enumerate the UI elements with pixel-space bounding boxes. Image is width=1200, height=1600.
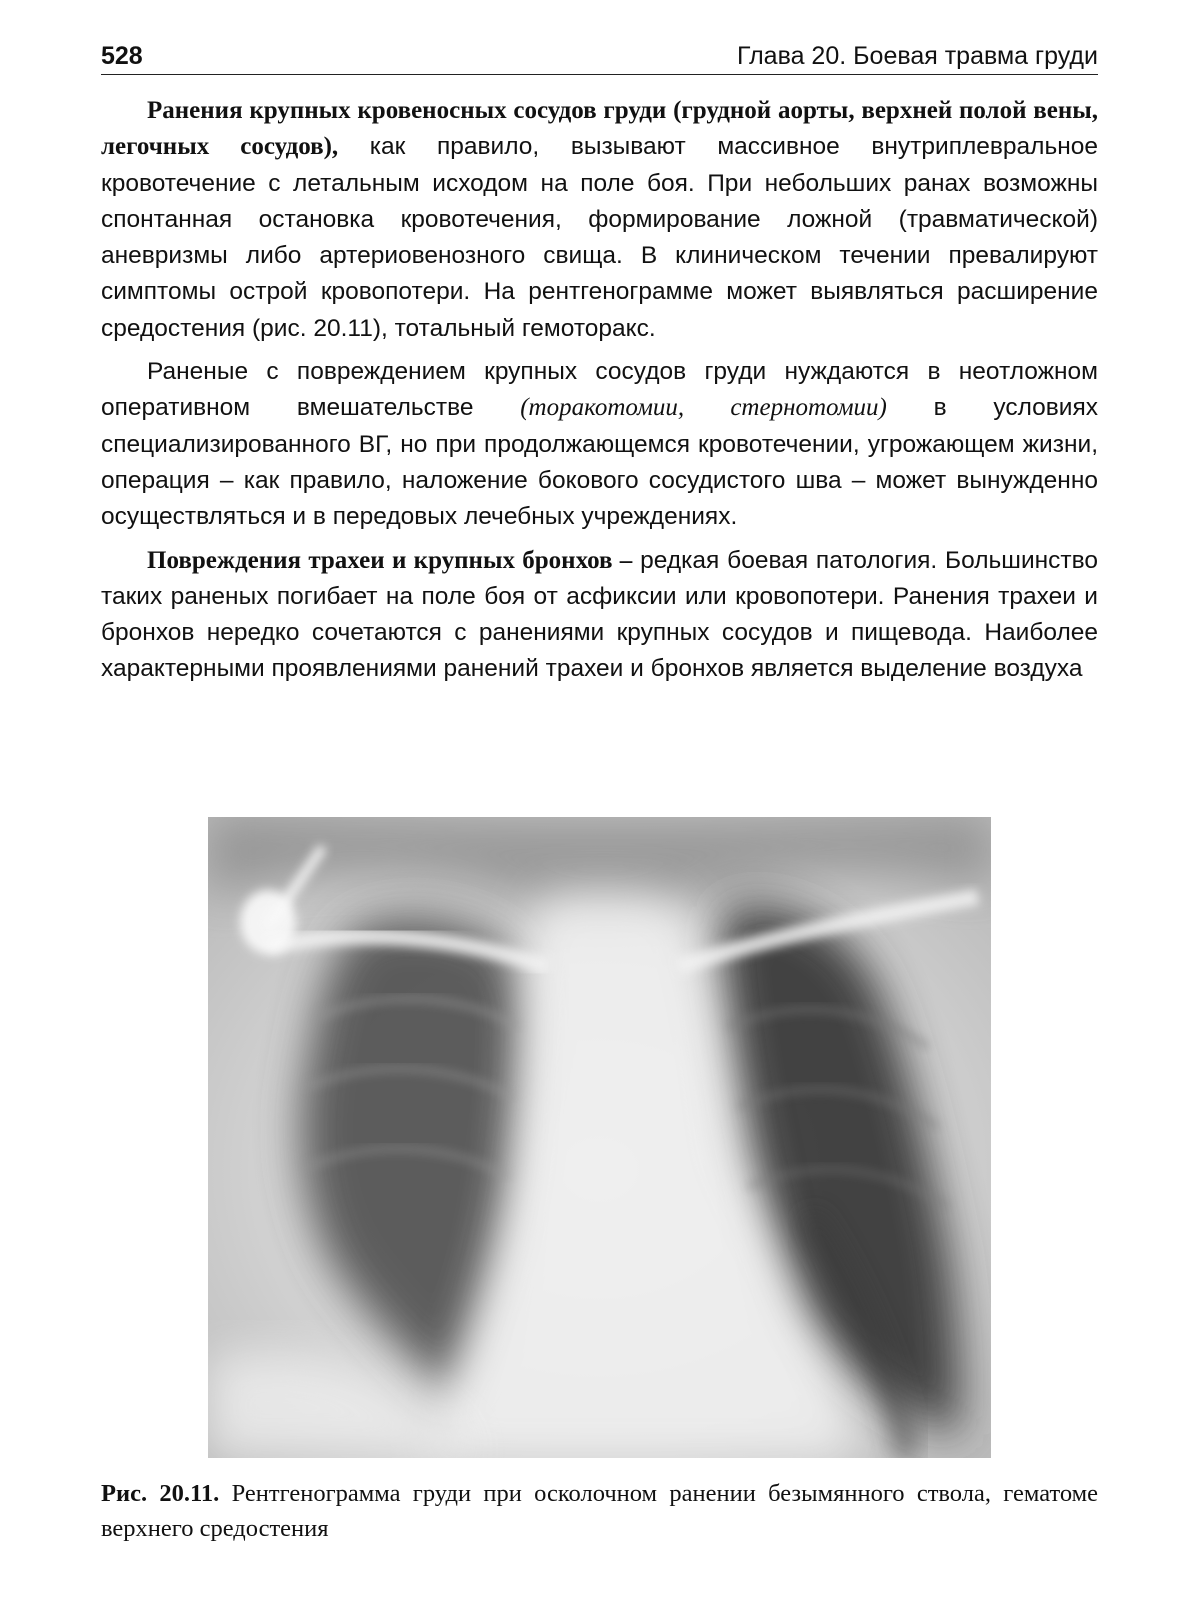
- paragraph-text: Раненые с повреждением крупных сосудов груди нуждаются в неотложном оперативном вмешательстве: [101, 358, 1098, 422]
- page-header: [101, 40, 1098, 75]
- xray-drawing: [208, 817, 991, 1458]
- paragraph: [101, 354, 1098, 535]
- figure-caption: [101, 1476, 1098, 1546]
- body-text: [101, 93, 1098, 695]
- paragraph-text: как правило, вызывают массивное внутриплевральное кровотечение с летальным исходом на поле боя. При небольших ранах возможны спонтанная остановка кровотечения, формирование ложной (травматической) аневризмы либо артериовенозного свища. В клиническом течении превалируют симптомы острой кровопотери. На рентгенограмме может выявляться расширение средостения (рис. 20.11), тотальный гемоторакс.: [101, 133, 1098, 342]
- paragraph: [101, 543, 1098, 688]
- paragraph-text: редкая боевая патология. Большинство таких раненых погибает на поле боя от асфиксии или кровопотери. Ранения трахеи и бронхов нередко сочетаются с ранениями крупных сосудов и пищевода. Наиболее характерными проявлениями ранений трахеи и бронхов является выделение воздуха: [101, 546, 1098, 683]
- paragraph-text: в условиях специализированного ВГ, но при продолжающемся кровотечении, угрожающем жизни, операция – как правило, наложение бокового сосудистого шва – может вынужденно осуществляться и в передовых лечебных учреждениях.: [101, 394, 1098, 531]
- running-head: Глава 20. Боевая травма груди: [736, 42, 1098, 70]
- figure-label: Рис. 20.11.: [101, 1480, 220, 1507]
- bold-term: Ранения крупных кровеносных сосудов груди (грудной аорты, верхней полой вены, легочных сосудов),: [101, 97, 1098, 161]
- italic-term: (торакотомии, стернотомии): [520, 394, 887, 422]
- paragraph: [101, 93, 1098, 347]
- figure-caption-text: Рентгенограмма груди при осколочном ранении безымянного ствола, гематоме верхнего средостения: [101, 1480, 1099, 1542]
- chest-xray-image: [208, 817, 991, 1458]
- page-number: 528: [101, 42, 143, 70]
- bold-term: Повреждения трахеи и крупных бронхов –: [147, 546, 633, 574]
